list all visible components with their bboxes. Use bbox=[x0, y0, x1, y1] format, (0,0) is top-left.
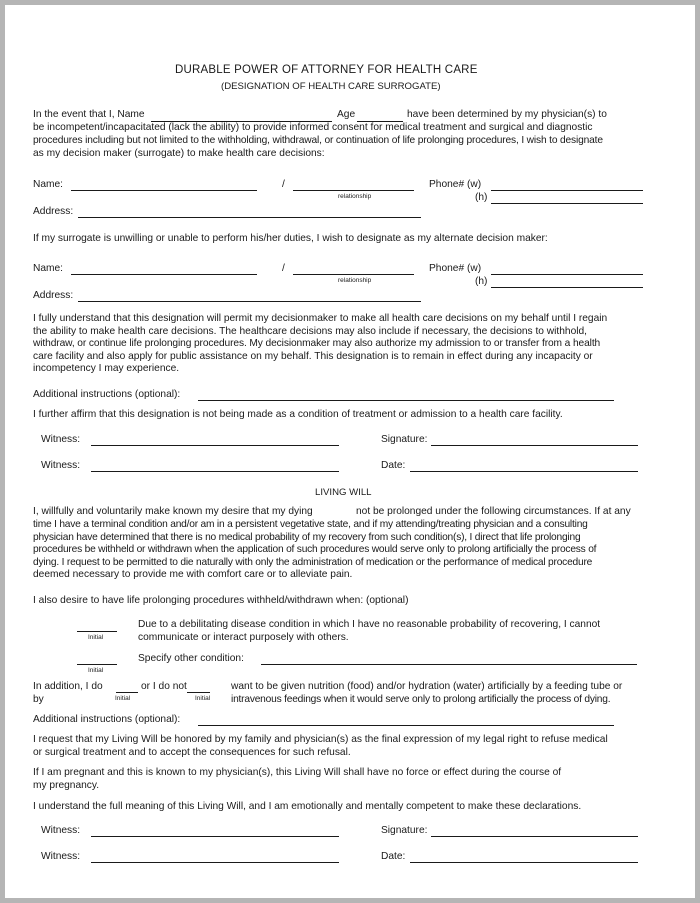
witness-4-label: Witness: bbox=[41, 851, 81, 862]
intro-age-text: Age bbox=[337, 109, 356, 120]
additional-instructions-2-field[interactable] bbox=[198, 725, 614, 726]
intro-physician-text: have been determined by my physician(s) to bbox=[407, 109, 607, 120]
alternate-name-field[interactable] bbox=[71, 274, 257, 275]
option-2-initial-caption: Initial bbox=[88, 667, 104, 674]
nutrition-do-not-initial-caption: Initial bbox=[195, 695, 211, 702]
witness-1-field[interactable] bbox=[91, 445, 339, 446]
surrogate-relationship-caption: relationship bbox=[338, 193, 372, 200]
surrogate-address-label: Address: bbox=[33, 206, 74, 217]
nutrition-do-initial-caption: Initial bbox=[115, 695, 131, 702]
honor-line-1: I request that my Living Will be honored by my family and physician(s) as the final expression of my legal right to refuse medical bbox=[33, 734, 608, 745]
intro-line-4: as my decision maker (surrogate) to make health care decisions: bbox=[33, 148, 325, 159]
also-desire-text: I also desire to have life prolonging procedures withheld/withdrawn when: (optional) bbox=[33, 595, 409, 606]
living-line-1a: I, willfully and voluntarily make known my desire that my dying bbox=[33, 506, 313, 517]
signature-1-field[interactable] bbox=[431, 445, 638, 446]
understand-paragraph bbox=[33, 313, 607, 376]
signature-2-label: Signature: bbox=[381, 825, 428, 836]
alternate-intro: If my surrogate is unwilling or unable to perform his/her duties, I wish to designate as my alternate decision maker: bbox=[33, 233, 548, 244]
living-line-6: deemed necessary to provide me with comfort care or to alleviate pain. bbox=[33, 569, 353, 581]
option-1-line-2: communicate or interact purposely with others. bbox=[138, 632, 349, 643]
signature-1-label: Signature: bbox=[381, 434, 428, 445]
surrogate-phone-work-field[interactable] bbox=[491, 190, 643, 191]
surrogate-relationship-field[interactable] bbox=[293, 190, 414, 191]
pregnant-line-2: my pregnancy. bbox=[33, 780, 100, 791]
intro-line-2: be incompetent/incapacitated (lack the ability) to provide informed consent for medical treatment and surgical and diagnostic bbox=[33, 122, 593, 133]
living-line-1b: not be prolonged under the following circumstances. If at any bbox=[356, 506, 631, 517]
option-2-label: Specify other condition: bbox=[138, 653, 244, 664]
alternate-relationship-caption: relationship bbox=[338, 277, 372, 284]
nutrition-line-2: intravenous feedings when it would serve only to prolong artificially the process of dying. bbox=[231, 694, 611, 705]
surrogate-home-label: (h) bbox=[475, 192, 488, 203]
witness-1-label: Witness: bbox=[41, 434, 81, 445]
nutrition-do-initial-field[interactable] bbox=[116, 692, 138, 693]
alternate-phone-work-field[interactable] bbox=[491, 274, 643, 275]
intro-line-3: procedures including but not limited to the withholding, withdrawal, or continuation of life prolonging procedures, I wish to designate bbox=[33, 135, 603, 146]
additional-instructions-1-field[interactable] bbox=[198, 400, 614, 401]
alternate-name-label: Name: bbox=[33, 263, 64, 274]
alternate-phone-home-field[interactable] bbox=[491, 287, 643, 288]
alternate-address-field[interactable] bbox=[78, 301, 421, 302]
affirm-text: I further affirm that this designation is not being made as a condition of treatment or admission to a health care facility. bbox=[33, 409, 563, 420]
surrogate-phone-home-field[interactable] bbox=[491, 203, 643, 204]
living-line-2: time I have a terminal condition and/or am in a persistent vegetative state, and if my attending/treating physician and a consulting bbox=[33, 519, 588, 530]
option-1-line-1: Due to a debilitating disease condition in which I have no reasonable probability of recovering, I cannot bbox=[138, 619, 601, 630]
nutrition-do-not-initial-field[interactable] bbox=[187, 692, 210, 693]
date-2-field[interactable] bbox=[410, 862, 638, 863]
date-2-label: Date: bbox=[381, 851, 406, 862]
witness-3-label: Witness: bbox=[41, 825, 81, 836]
form-page bbox=[7, 7, 690, 893]
intro-name-text: In the event that I, Name bbox=[33, 109, 145, 120]
alternate-address-label: Address: bbox=[33, 290, 74, 301]
nutrition-do-text: In addition, I do bbox=[33, 681, 103, 692]
alternate-phone-label: Phone# (w) bbox=[429, 263, 482, 274]
surrogate-name-field[interactable] bbox=[71, 190, 257, 191]
nutrition-line-1: want to be given nutrition (food) and/or hydration (water) artificially by a feeding tube or bbox=[231, 681, 623, 692]
signature-2-field[interactable] bbox=[431, 836, 638, 837]
surrogate-slash: / bbox=[282, 179, 285, 190]
understand-line-5: incompetency I may experience. bbox=[33, 363, 180, 375]
nutrition-by-text: by bbox=[33, 694, 44, 705]
honor-line-2: or surgical treatment and to accept the consequences for such refusal. bbox=[33, 747, 351, 758]
additional-instructions-1-label: Additional instructions (optional): bbox=[33, 389, 181, 400]
witness-2-label: Witness: bbox=[41, 460, 81, 471]
date-1-field[interactable] bbox=[410, 471, 638, 472]
witness-4-field[interactable] bbox=[91, 862, 339, 863]
other-condition-field[interactable] bbox=[261, 664, 637, 665]
option-1-initial-caption: Initial bbox=[88, 634, 104, 641]
pregnant-line-1: If I am pregnant and this is known to my physician(s), this Living Will shall have no force or effect during the course of bbox=[33, 767, 562, 778]
living-line-5: dying. I request to be permitted to die naturally with only the administration of medication or the performance of medical procedure bbox=[33, 556, 593, 568]
living-will-title: LIVING WILL bbox=[315, 487, 372, 498]
document-subtitle: (DESIGNATION OF HEALTH CARE SURROGATE) bbox=[221, 81, 441, 92]
understand-line-2: the ability to make health care decisions. The healthcare decisions may also include if necessary, the decisions to withhold, bbox=[33, 325, 588, 337]
surrogate-phone-label: Phone# (w) bbox=[429, 179, 482, 190]
understand-line-1: I fully understand that this designation will permit my decisionmaker to make all health care decisions on my behalf until I regain bbox=[33, 313, 608, 324]
witness-3-field[interactable] bbox=[91, 836, 339, 837]
document-title: DURABLE POWER OF ATTORNEY FOR HEALTH CARE bbox=[175, 64, 478, 76]
competent-text: I understand the full meaning of this Living Will, and I am emotionally and mentally competent to make these declarations. bbox=[33, 801, 582, 812]
surrogate-name-label: Name: bbox=[33, 179, 64, 190]
nutrition-do-not-text: or I do not bbox=[141, 681, 187, 692]
date-1-label: Date: bbox=[381, 460, 406, 471]
witness-2-field[interactable] bbox=[91, 471, 339, 472]
additional-instructions-2-label: Additional instructions (optional): bbox=[33, 714, 181, 725]
alternate-relationship-field[interactable] bbox=[293, 274, 414, 275]
living-paragraph bbox=[33, 519, 596, 582]
alternate-home-label: (h) bbox=[475, 276, 488, 287]
living-line-4: procedures be withheld or withdrawn when the application of such procedures would serve only to prolong artificially the process of bbox=[33, 544, 597, 556]
understand-line-4: care facility and also apply for public assistance on my behalf. This designation is to remain in effect during any incapacity or bbox=[33, 350, 593, 362]
option-2-initial-field[interactable] bbox=[77, 664, 117, 665]
surrogate-address-field[interactable] bbox=[78, 217, 421, 218]
living-line-3: physician have determined that there is no medical probability of my recovery from such condition(s), I direct that life prolonging bbox=[33, 531, 581, 543]
option-1-initial-field[interactable] bbox=[77, 631, 117, 632]
alternate-slash: / bbox=[282, 263, 285, 274]
understand-line-3: withdraw, or continue life prolonging procedures. My decisionmaker may also authorize my admission to or transfer from a health bbox=[33, 338, 601, 350]
